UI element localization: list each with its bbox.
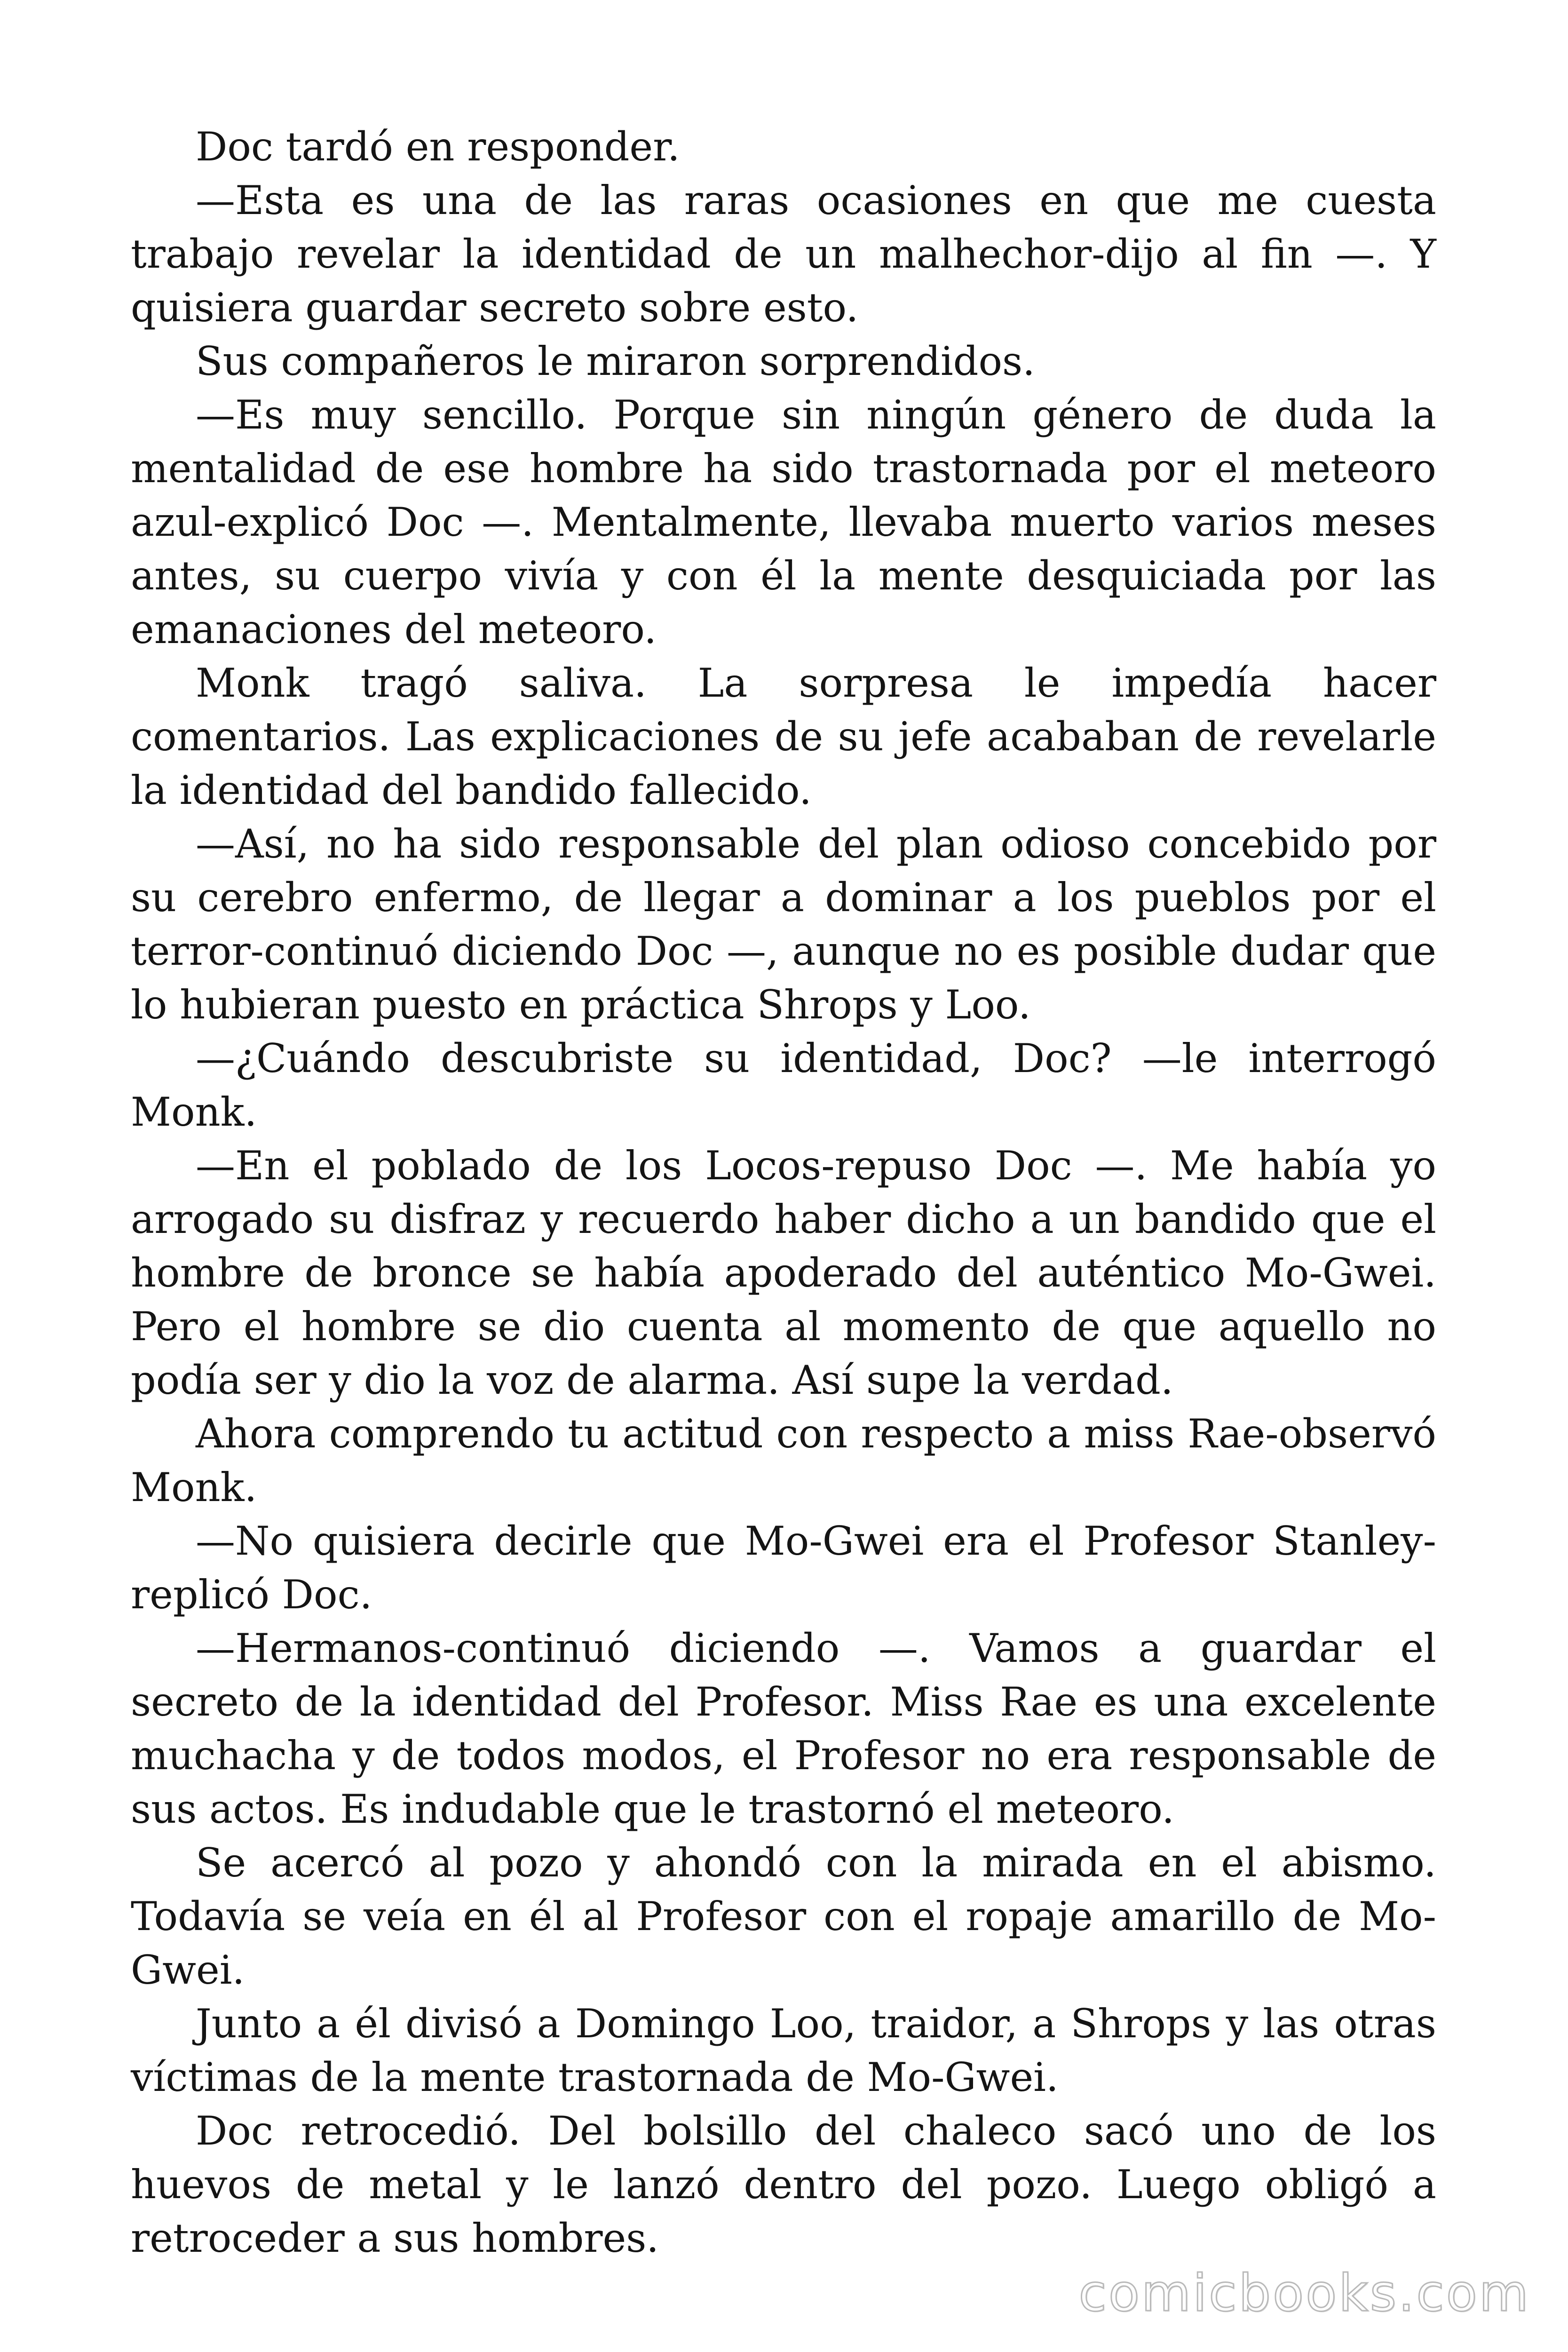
- paragraph: —Así, no ha sido responsable del plan odioso concebido por su cerebro enfermo, de llegar a dominar a los pueblos por el terror-continuó diciendo Doc —, aunque no es posible dudar que lo hubieran puesto en práctica Shrops y Loo.: [131, 821, 1436, 1028]
- paragraph: Se acercó al pozo y ahondó con la mirada en el abismo. Todavía se veía en él al Profesor con el ropaje amarillo de Mo-Gwei.: [131, 1840, 1436, 1993]
- paragraph: —Es muy sencillo. Porque sin ningún género de duda la mentalidad de ese hombre ha sido trastornada por el meteoro azul-explicó Doc —. Mentalmente, llevaba muerto varios meses antes, su cuerpo vivía y con él la mente desquiciada por las emanaciones del meteoro.: [131, 392, 1436, 652]
- watermark: comicbooks.com: [1078, 2264, 1530, 2323]
- paragraph: Doc tardó en responder.: [196, 124, 680, 170]
- paragraph: —¿Cuándo descubriste su identidad, Doc? —le interrogó Monk.: [131, 1035, 1436, 1135]
- paragraph: Monk tragó saliva. La sorpresa le impedía hacer comentarios. Las explicaciones de su jefe acababan de revelarle la identidad del bandido fallecido.: [131, 660, 1436, 813]
- paragraph: Junto a él divisó a Domingo Loo, traidor, a Shrops y las otras víctimas de la mente trastornada de Mo-Gwei.: [131, 2001, 1436, 2100]
- page-body: [131, 120, 1436, 2265]
- paragraph: Sus compañeros le miraron sorprendidos.: [196, 338, 1035, 384]
- paragraph: Ahora comprendo tu actitud con respecto a miss Rae-observó Monk.: [131, 1411, 1436, 1510]
- paragraph: —Esta es una de las raras ocasiones en que me cuesta trabajo revelar la identidad de un malhechor-dijo al fin —. Y quisiera guardar secreto sobre esto.: [131, 177, 1436, 331]
- paragraph: —No quisiera decirle que Mo-Gwei era el Profesor Stanley-replicó Doc.: [131, 1518, 1436, 1618]
- paragraph: —En el poblado de los Locos-repuso Doc —. Me había yo arrogado su disfraz y recuerdo haber dicho a un bandido que el hombre de bronce se había apoderado del auténtico Mo-Gwei. Pero el hombre se dio cuenta al momento de que aquello no podía ser y dio la voz de alarma. Así supe la verdad.: [131, 1143, 1436, 1403]
- paragraph: Doc retrocedió. Del bolsillo del chaleco sacó uno de los huevos de metal y le lanzó dentro del pozo. Luego obligó a retroceder a sus hombres.: [131, 2108, 1436, 2261]
- paragraph: —Hermanos-continuó diciendo —. Vamos a guardar el secreto de la identidad del Profesor. Miss Rae es una excelente muchacha y de todos modos, el Profesor no era responsable de sus actos. Es indudable que le trastornó el meteoro.: [131, 1625, 1436, 1832]
